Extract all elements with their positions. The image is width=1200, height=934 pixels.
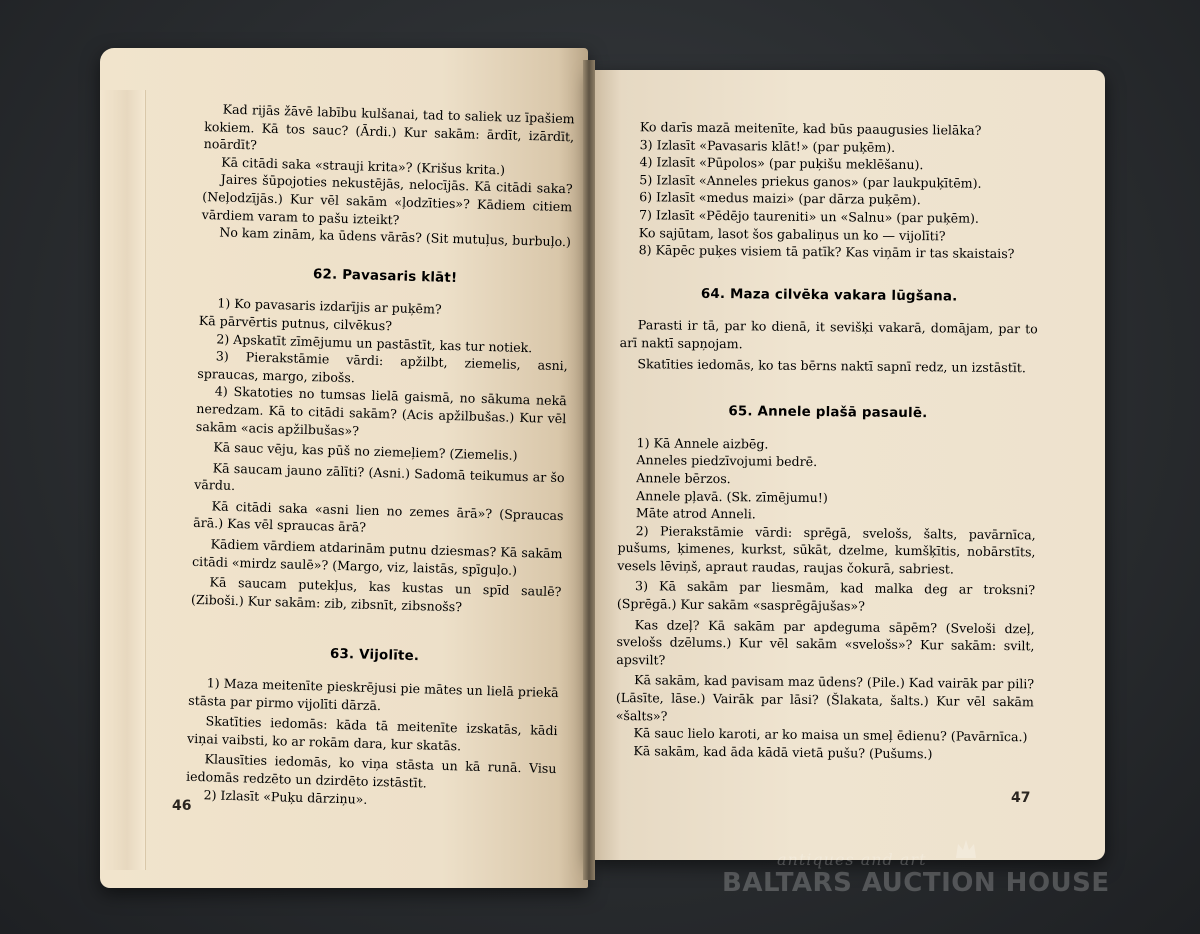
page-number-left: 46: [172, 798, 192, 814]
paragraph: 3) Kā sakām par liesmām, kad malka deg ar troksni? (Sprēgā.) Kur sakām «sasprēgājušas»?: [616, 578, 1036, 614]
paragraph: 2) Izlasīt «Puķu dārziņu».: [203, 786, 368, 807]
paragraph: Kā citādi saka «strauji krita»? (Krišus krita.): [221, 154, 506, 178]
paragraph: Kas dzeļ? Kā sakām par apdeguma sāpēm? (Sveloši dzeļ, svelošs dzēlums.) Kur vēl sakām «svelošs»? Kur sakām: svilt, apsvilt?: [616, 616, 1035, 668]
paragraph: Kā sauc vēju, kas pūš no ziemeļiem? (Ziemelis.): [213, 439, 518, 463]
paragraph: Kā sakām, kad pavisam maz ūdens? (Pile.) Kad vairāk par pili? (Lāsīte, lāse.) Vairāk par lāsi? (Šlakata, šalts.) Kur vēl sakām «šalts»?: [615, 672, 1035, 724]
paragraph: 4) Izlasīt «Pūpolos» (par puķišu meklēšanu).: [639, 154, 924, 173]
paragraph: Jaires šūpojoties nekustējās, nelocījās. Kā citādi saka? (Neļodzījās.) Kur vēl sakām «ļodzīties»? Kādiem citiem vārdiem varam to pašu izteikt?: [201, 171, 573, 228]
paragraph: Kā pārvērtis putnus, cilvēkus?: [198, 312, 393, 334]
paragraph: Kā sauc lielo karoti, ar ko maisa un smeļ ēdienu? (Pavārnīca.): [633, 725, 1028, 745]
page-edge-strip: [100, 90, 146, 870]
list-item: Anneles piedzīvojumi bedrē.: [636, 452, 818, 470]
watermark-tagline: antiques and art: [777, 850, 927, 869]
list-item: 1) Kā Annele aizbēg.: [636, 434, 769, 452]
list-item: Māte atrod Anneli.: [635, 505, 756, 522]
paragraph: 3) Izlasīt «Pavasaris klāt!» (par puķēm).: [639, 136, 896, 155]
page-number-right: 47: [1011, 790, 1031, 806]
section-heading-64: 64. Maza cilvēka vakara lūgšana.: [700, 286, 958, 305]
watermark-name: BALTARS AUCTION HOUSE: [722, 868, 1110, 898]
paragraph: Ko darīs mazā meitenīte, kad būs paaugusies lielāka?: [639, 119, 982, 138]
paragraph: 4) Skatoties no tumsas lielā gaismā, no sākuma nekā neredzam. Kā to citādi sakām? (Acis apžilbušas.) Kur vēl sakām «acis apžilbušas»?: [195, 383, 567, 438]
paragraph: Kā citādi saka «asni lien no zemes ārā»? (Spraucas ārā.) Kas vēl spraucas ārā?: [192, 498, 564, 536]
paragraph: 1) Ko pavasaris izdarījis ar puķēm?: [217, 295, 442, 318]
paragraph: Kādiem vārdiem atdarinām putnu dziesmas? Kā sakām citādi «mirdz saulē»? (Margo, viz, laistās, spīguļo.): [191, 536, 563, 578]
paragraph: 1) Maza meitenīte pieskrējusi pie mātes un lielā priekā stāsta par pirmo vijolīti dārzā.: [188, 675, 559, 713]
paragraph: 3) Pierakstāmie vārdi: apžilbt, ziemelis, asni, spraucas, margo, zibošs.: [197, 348, 568, 386]
list-item: Annele pļavā. (Sk. zīmējumu!): [635, 487, 828, 505]
paragraph: Kad rijās žāvē labību kulšanai, tad to saliek uz īpašiem kokiem. Kā tos sauc? (Ārdi.) Kur sakām: ārdīt, izārdīt, noārdīt?: [203, 101, 575, 153]
paragraph: No kam zinām, ka ūdens vārās? (Sit mutuļus, burbuļo.): [219, 224, 572, 250]
list-item: Annele bērzos.: [636, 470, 731, 487]
section-heading-65: 65. Annele plašā pasaulē.: [728, 404, 928, 422]
paragraph: Kā saucam putekļus, kas kustas un spīd saulē? (Ziboši.) Kur sakām: zib, zibsnīt, zibsnošs?: [190, 574, 562, 615]
book-spine: [583, 60, 595, 880]
paragraph: Kā saucam jauno zālīti? (Asni.) Sadomā teikumus ar šo vārdu.: [194, 460, 565, 494]
section-heading-63: 63. Vijolīte.: [329, 647, 420, 665]
paragraph: 5) Izlasīt «Anneles priekus ganos» (par laukpuķītēm).: [639, 171, 982, 191]
paragraph: Kā sakām, kad āda kādā vietā pušu? (Pušums.): [633, 742, 933, 762]
paragraph: Parasti ir tā, par ko dienā, it sevišķi vakarā, domājam, par to arī naktī sapņojam.: [619, 317, 1038, 352]
paragraph: Skatīties iedomās, ko tas bērns naktī sapnī redz, un izstāstīt.: [637, 355, 1026, 375]
paragraph: Ko sajūtam, lasot šos gabaliņus un ko — vijolīti?: [638, 224, 946, 243]
watermark: [722, 850, 1122, 910]
paragraph: 2) Pierakstāmie vārdi: sprēgā, svelošs, šalts, pavārnīca, pušums, ķimenes, kurkst, sūkāt, dzelme, kumšķītis, nobārstīts, vesels lēviņš, apraut raudas, raujas čokurā, sabriest.: [617, 522, 1036, 577]
left-page-text: [185, 100, 574, 813]
paragraph: 7) Izlasīt «Pēdējo taureniti» un «Salnu» (par puķēm).: [638, 207, 980, 226]
paragraph: 2) Apskatīt zīmējumu un pastāstīt, kas tur notiek.: [216, 330, 533, 355]
paragraph: 8) Kāpēc puķes visiem tā patīk? Kas viņām ir tas skaistais?: [638, 242, 1015, 262]
paragraph: Klausīties iedomās, ko viņa stāsta un kā runā. Visu iedomās redzēto un dzirdēto izstāstīt.: [185, 751, 557, 791]
section-heading-62: 62. Pavasaris klāt!: [312, 266, 458, 286]
crown-icon: [954, 838, 978, 860]
right-page-text: [615, 118, 1040, 764]
paragraph: 6) Izlasīt «medus maizi» (par dārza puķēm).: [639, 189, 921, 208]
paragraph: Skatīties iedomās: kāda tā meitenīte izskatās, kādi viņai vaibsti, ko ar rokām dara, kur skatās.: [186, 713, 558, 754]
